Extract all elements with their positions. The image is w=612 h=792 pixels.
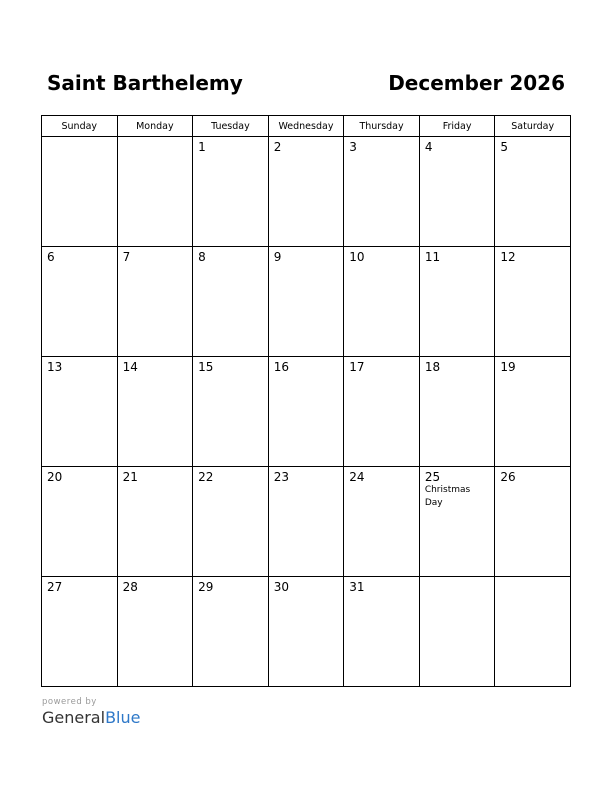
- day-cell: [419, 137, 495, 247]
- day-cell: [117, 577, 193, 687]
- day-number: 18: [424, 360, 441, 374]
- day-cell: [344, 577, 420, 687]
- day-number: 30: [273, 580, 289, 594]
- month-calendar-grid: [41, 115, 571, 687]
- day-cell: [117, 247, 193, 357]
- brand-name-part2: Blue: [105, 708, 141, 727]
- day-cell: [495, 247, 571, 357]
- day-number: 21: [122, 470, 138, 484]
- day-cell: [193, 357, 269, 467]
- week-row: [42, 247, 571, 357]
- day-cell: [193, 247, 269, 357]
- calendar-month-title: December 2026: [388, 71, 565, 95]
- weekday-header-wednesday: Wednesday: [268, 116, 344, 137]
- day-cell: [117, 357, 193, 467]
- day-cell: [495, 577, 571, 687]
- day-number: 12: [500, 250, 516, 264]
- day-number: 3: [349, 140, 357, 154]
- day-number: 17: [349, 360, 365, 374]
- day-number: 31: [349, 580, 365, 594]
- day-cell: [344, 467, 420, 577]
- weekday-header-row: [42, 116, 571, 137]
- generalblue-logo[interactable]: [42, 708, 140, 728]
- day-number: 8: [198, 250, 206, 264]
- day-number: [118, 137, 193, 140]
- day-cell: [268, 137, 344, 247]
- day-number: 6: [47, 250, 55, 264]
- day-number: 9: [273, 250, 282, 264]
- day-cell: [117, 137, 193, 247]
- day-number: 19: [500, 360, 516, 374]
- day-number: 29: [198, 580, 214, 594]
- weekday-header-friday: Friday: [419, 116, 495, 137]
- day-number: 25: [424, 470, 441, 484]
- footer-branding[interactable]: [42, 697, 140, 728]
- calendar-country-title: Saint Barthelemy: [47, 71, 243, 95]
- weekday-header-sunday: Sunday: [42, 116, 118, 137]
- day-number: 22: [198, 470, 214, 484]
- day-cell: [268, 577, 344, 687]
- day-cell: [42, 357, 118, 467]
- brand-name-part1: General: [42, 708, 106, 727]
- weekday-header-tuesday: Tuesday: [193, 116, 269, 137]
- day-number: 15: [198, 360, 214, 374]
- day-cell: [495, 467, 571, 577]
- day-cell: [42, 247, 118, 357]
- week-row: [42, 137, 571, 247]
- day-cell: [344, 137, 420, 247]
- day-number: 27: [47, 580, 63, 594]
- day-cell: [344, 357, 420, 467]
- day-cell: [419, 577, 495, 687]
- day-number: 16: [273, 360, 289, 374]
- day-number: [420, 577, 495, 580]
- weekday-header-saturday: Saturday: [495, 116, 571, 137]
- day-cell: [495, 137, 571, 247]
- holiday-label: Christmas Day: [424, 485, 471, 508]
- day-number: 14: [122, 360, 138, 374]
- day-number: 13: [47, 360, 63, 374]
- day-number: [495, 577, 570, 580]
- day-number: 4: [424, 140, 433, 154]
- day-number: 1: [198, 140, 206, 154]
- day-number: 23: [273, 470, 289, 484]
- day-cell: [42, 137, 118, 247]
- day-cell: [42, 577, 118, 687]
- day-number: 20: [47, 470, 63, 484]
- day-number: 11: [424, 250, 441, 264]
- week-row: [42, 577, 571, 687]
- day-number: 28: [122, 580, 138, 594]
- day-number: 24: [349, 470, 365, 484]
- day-number: 26: [500, 470, 516, 484]
- day-number: 7: [122, 250, 131, 264]
- day-cell: [193, 137, 269, 247]
- day-cell: [117, 467, 193, 577]
- day-cell-holiday: [419, 467, 495, 577]
- day-cell: [268, 247, 344, 357]
- week-row: [42, 467, 571, 577]
- day-cell: [42, 467, 118, 577]
- day-cell: [268, 467, 344, 577]
- weekday-header-thursday: Thursday: [344, 116, 420, 137]
- day-cell: [419, 247, 495, 357]
- day-number: 5: [500, 140, 509, 154]
- day-cell: [193, 467, 269, 577]
- day-number: [42, 137, 117, 140]
- day-cell: [193, 577, 269, 687]
- day-cell: [495, 357, 571, 467]
- day-number: 2: [273, 140, 282, 154]
- weekday-header-monday: Monday: [117, 116, 193, 137]
- day-cell: [419, 357, 495, 467]
- week-row: [42, 357, 571, 467]
- day-cell: [344, 247, 420, 357]
- day-cell: [268, 357, 344, 467]
- day-number: 10: [349, 250, 365, 264]
- powered-by-text: powered by: [42, 697, 97, 707]
